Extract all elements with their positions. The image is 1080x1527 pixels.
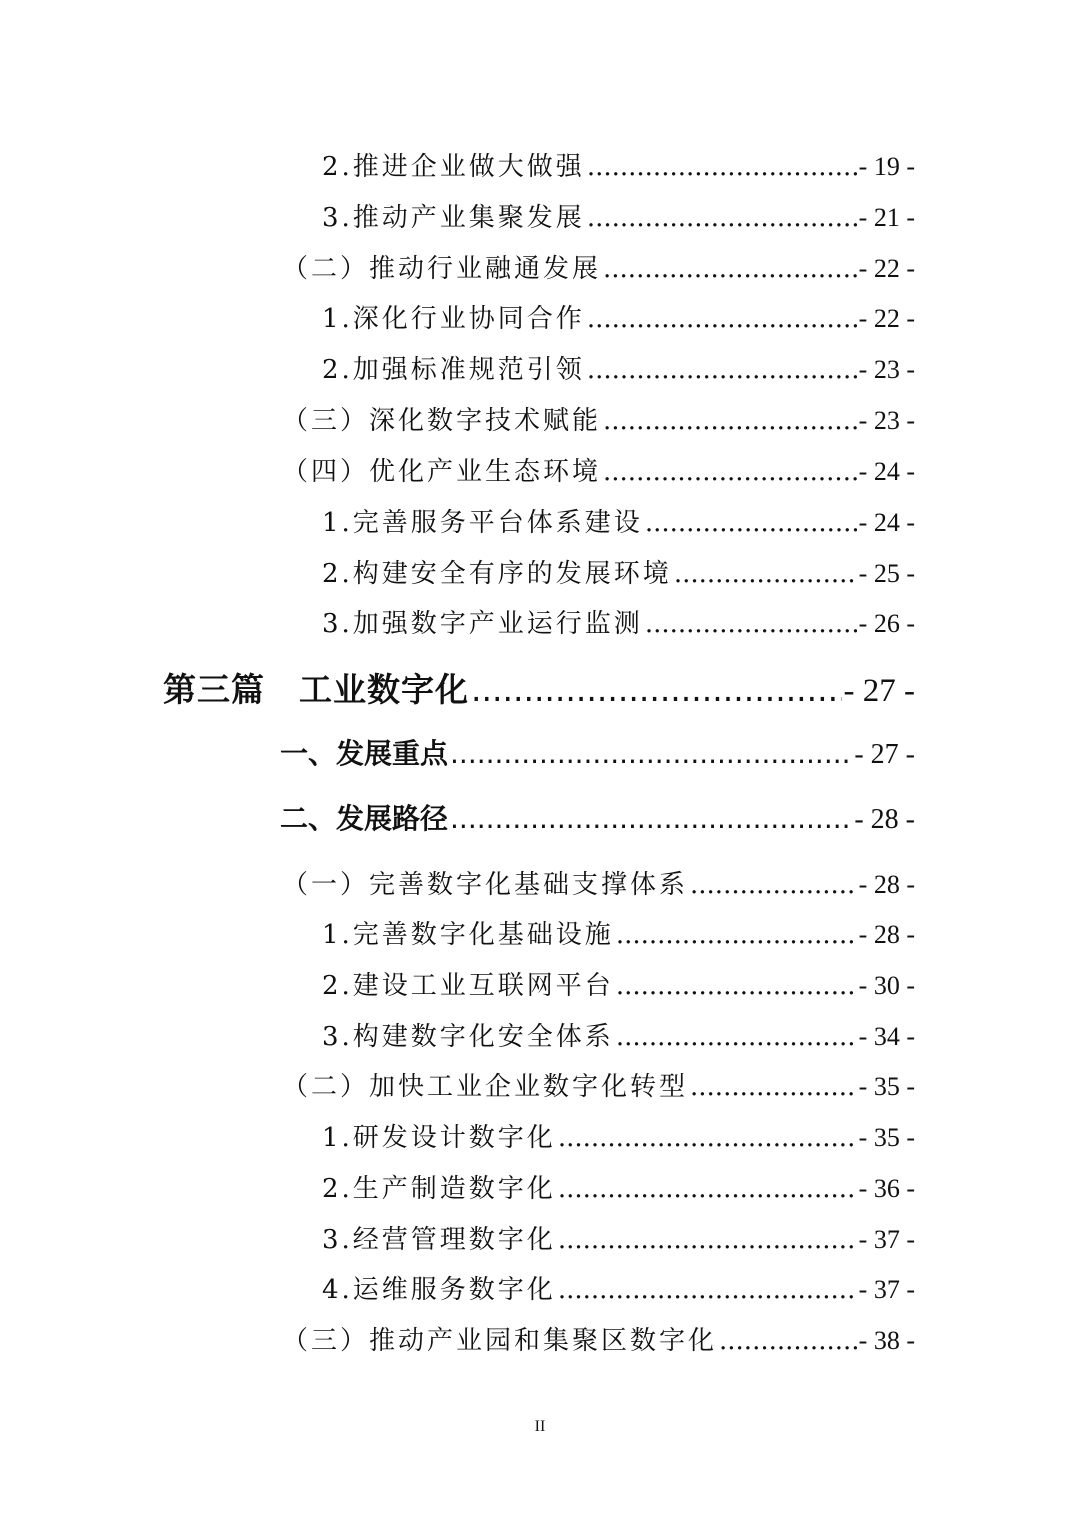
toc-entry-page: - 24 - xyxy=(858,457,915,486)
toc-entry-page: - 37 - xyxy=(858,1225,915,1254)
toc-entry[interactable] xyxy=(322,349,915,386)
toc-entry-page: - 28 - xyxy=(858,920,915,949)
toc-entry[interactable] xyxy=(322,1016,915,1053)
toc-entry-page: - 21 - xyxy=(858,203,915,232)
toc-dot-leader xyxy=(450,737,852,770)
toc-dot-leader xyxy=(674,559,857,589)
toc-dot-leader xyxy=(690,870,857,900)
page-number: II xyxy=(534,1418,546,1435)
toc-entry[interactable] xyxy=(322,1117,915,1154)
toc-dot-leader xyxy=(603,457,857,487)
toc-entry-title: 3.经营管理数字化 xyxy=(322,1225,556,1255)
toc-entry-title: 1.完善数字化基础设施 xyxy=(322,920,614,950)
toc-dot-leader xyxy=(558,1275,857,1305)
toc-entry[interactable] xyxy=(282,864,915,901)
toc-entry-title: 2.加强标准规范引领 xyxy=(322,355,585,385)
toc-entry[interactable] xyxy=(322,1269,915,1306)
toc-entry[interactable] xyxy=(322,1168,915,1205)
toc-entry-title: 一、发展重点 xyxy=(280,737,449,770)
toc-entry[interactable] xyxy=(282,248,915,285)
toc-dot-leader xyxy=(645,609,857,639)
toc-entry[interactable] xyxy=(282,400,915,437)
toc-dot-leader xyxy=(690,1072,857,1102)
toc-entry[interactable] xyxy=(322,502,915,539)
toc-dot-leader xyxy=(587,304,857,334)
toc-dot-leader xyxy=(616,920,857,950)
toc-entry[interactable] xyxy=(282,1320,915,1357)
toc-dot-leader xyxy=(587,152,857,182)
toc-dot-leader xyxy=(616,1022,857,1052)
toc-entry-title: 2.推进企业做大做强 xyxy=(322,152,585,182)
toc-entry-title: （二）加快工业企业数字化转型 xyxy=(282,1072,689,1102)
toc-dot-leader xyxy=(616,971,857,1001)
toc-entry-page: - 27 - xyxy=(843,673,915,709)
toc-entry-page: - 23 - xyxy=(858,406,915,435)
toc-entry-title: 3.构建数字化安全体系 xyxy=(322,1022,614,1052)
toc-entry-title: 4.运维服务数字化 xyxy=(322,1275,556,1305)
toc-dot-leader xyxy=(587,355,857,385)
toc-dot-leader xyxy=(719,1326,857,1356)
toc-dot-leader xyxy=(603,406,857,436)
toc-section-heading[interactable] xyxy=(280,797,915,837)
toc-dot-leader xyxy=(603,254,857,284)
toc-entry-title: 2.构建安全有序的发展环境 xyxy=(322,559,672,589)
toc-entry-page: - 34 - xyxy=(858,1022,915,1051)
toc-entry-title: （二）推动行业融通发展 xyxy=(282,254,602,284)
toc-entry[interactable] xyxy=(322,298,915,335)
toc-entry[interactable] xyxy=(322,553,915,590)
toc-entry-page: - 19 - xyxy=(858,152,915,181)
toc-entry-page: - 35 - xyxy=(858,1072,915,1101)
toc-entry-page: - 26 - xyxy=(858,609,915,638)
toc-entry[interactable] xyxy=(322,197,915,234)
toc-entry[interactable] xyxy=(322,1219,915,1256)
toc-entry-title: 3.推动产业集聚发展 xyxy=(322,203,585,233)
toc-entry-page: - 23 - xyxy=(858,355,915,384)
toc-dot-leader xyxy=(587,203,857,233)
toc-dot-leader xyxy=(558,1174,857,1204)
toc-entry[interactable] xyxy=(322,965,915,1002)
toc-entry[interactable] xyxy=(322,603,915,640)
toc-entry-title: （四）优化产业生态环境 xyxy=(282,457,602,487)
toc-dot-leader xyxy=(558,1225,857,1255)
toc-dot-leader xyxy=(645,508,857,538)
toc-part-heading[interactable] xyxy=(163,664,915,711)
toc-entry[interactable] xyxy=(322,146,915,183)
toc-entry[interactable] xyxy=(282,451,915,488)
toc-entry-title: 2.生产制造数字化 xyxy=(322,1174,556,1204)
toc-entry-title: 第三篇 工业数字化 xyxy=(163,670,469,709)
toc-entry-page: - 22 - xyxy=(858,254,915,283)
toc-entry[interactable] xyxy=(322,914,915,951)
toc-entry-page: - 27 - xyxy=(854,739,915,770)
toc-entry-title: 1.深化行业协同合作 xyxy=(322,304,585,334)
toc-entry-title: 3.加强数字产业运行监测 xyxy=(322,609,643,639)
toc-entry-page: - 38 - xyxy=(858,1326,915,1355)
toc-entry-page: - 36 - xyxy=(858,1174,915,1203)
toc-dot-leader xyxy=(558,1123,857,1153)
toc-entry-title: 1.完善服务平台体系建设 xyxy=(322,508,643,538)
toc-entry-page: - 30 - xyxy=(858,971,915,1000)
toc-entry-page: - 35 - xyxy=(858,1123,915,1152)
toc-entry-page: - 22 - xyxy=(858,304,915,333)
toc-entry-title: 1.研发设计数字化 xyxy=(322,1123,556,1153)
toc-entry-title: 2.建设工业互联网平台 xyxy=(322,971,614,1001)
toc-entry[interactable] xyxy=(282,1066,915,1103)
toc-entry-page: - 28 - xyxy=(854,804,915,835)
toc-entry-page: - 25 - xyxy=(858,559,915,588)
toc-entry-page: - 37 - xyxy=(858,1275,915,1304)
toc-dot-leader xyxy=(450,802,852,835)
toc-entry-title: （三）深化数字技术赋能 xyxy=(282,406,602,436)
toc-entry-title: （三）推动产业园和集聚区数字化 xyxy=(282,1326,718,1356)
toc-entry-page: - 28 - xyxy=(858,870,915,899)
toc-entry-title: 二、发展路径 xyxy=(280,802,449,835)
toc-entry-page: - 24 - xyxy=(858,508,915,537)
toc-entry-title: （一）完善数字化基础支撑体系 xyxy=(282,870,689,900)
toc-dot-leader xyxy=(471,670,842,709)
toc-section-heading[interactable] xyxy=(280,732,915,772)
